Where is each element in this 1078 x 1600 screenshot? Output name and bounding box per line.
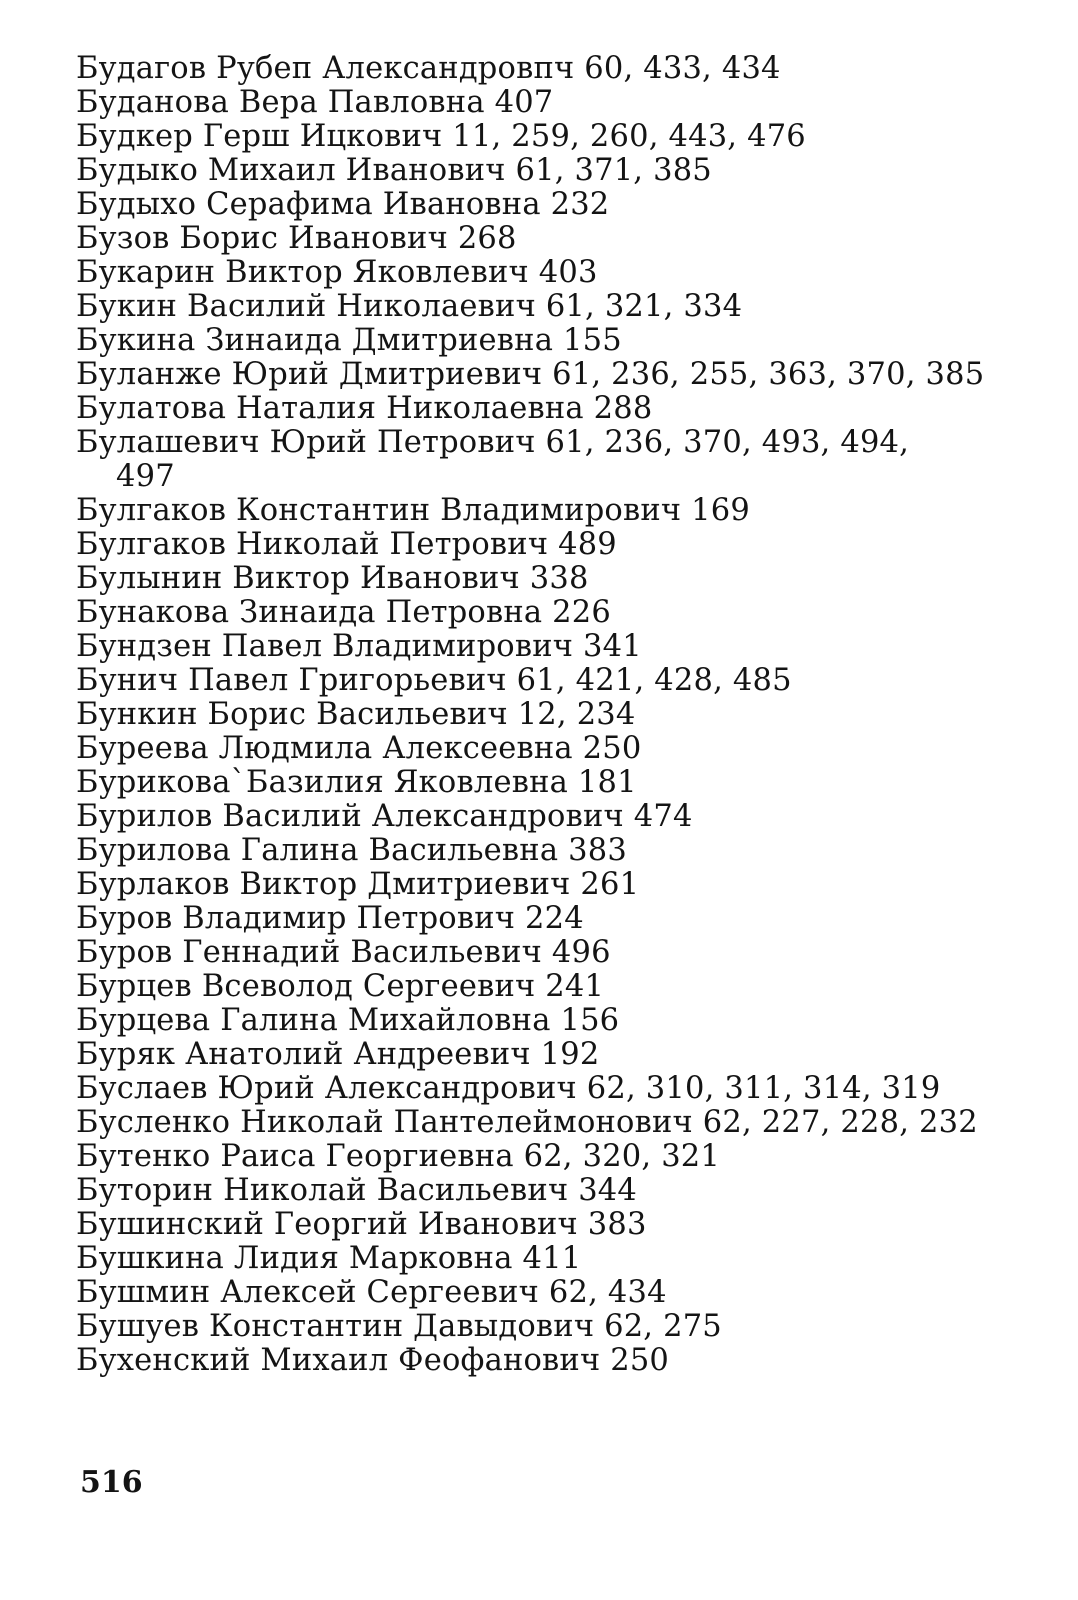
index-entry: Бункин Борис Васильевич 12, 234 [76, 697, 636, 732]
index-entry: Бундзен Павел Владимирович 341 [76, 629, 642, 664]
index-entry: Букин Василий Николаевич 61, 321, 334 [76, 289, 743, 324]
index-entry: Будагов Рубеп Александровпч 60, 433, 434 [76, 51, 781, 86]
index-entry: Бурцев Всеволод Сергеевич 241 [76, 969, 605, 1004]
index-entry: Бунакова Зинаида Петровна 226 [76, 595, 611, 630]
index-entry: Бушмин Алексей Сергеевич 62, 434 [76, 1275, 667, 1310]
index-entry: Буданова Вера Павловна 407 [76, 85, 554, 120]
index-entry: Буторин Николай Васильевич 344 [76, 1173, 638, 1208]
index-entry: Будыхо Серафима Ивановна 232 [76, 187, 610, 222]
index-entry: Буслаев Юрий Александрович 62, 310, 311, 314, 319 [76, 1071, 941, 1106]
index-entry: Буреева Людмила Алексеевна 250 [76, 731, 642, 766]
index-entry: Бухенский Михаил Феофанович 250 [76, 1343, 670, 1378]
index-entry: Букарин Виктор Яковлевич 403 [76, 255, 598, 290]
index-entry: Бушинский Георгий Иванович 383 [76, 1207, 647, 1242]
index-entry-text: Булашевич Юрий Петрович 61, 236, 370, 493, 494, [76, 425, 910, 460]
index-entry: Булгаков Константин Владимирович 169 [76, 493, 750, 528]
index-entry: Буряк Анатолий Андреевич 192 [76, 1037, 600, 1072]
index-entry: Бурикова`Базилия Яковлевна 181 [76, 765, 637, 800]
index-entry: Букина Зинаида Дмитриевна 155 [76, 323, 622, 358]
index-entry: Будкер Герш Ицкович 11, 259, 260, 443, 476 [76, 119, 806, 154]
index-entry: Булгаков Николай Петрович 489 [76, 527, 617, 562]
index-entry: Бушкина Лидия Марковна 411 [76, 1241, 582, 1276]
index-entry: Бунич Павел Григорьевич 61, 421, 428, 485 [76, 663, 792, 698]
index-entry-continuation: 497 [116, 459, 175, 494]
index-entry: Булынин Виктор Иванович 338 [76, 561, 589, 596]
index-entry: Булатова Наталия Николаевна 288 [76, 391, 653, 426]
index-entry: Буров Геннадий Васильевич 496 [76, 935, 611, 970]
index-entry: Буланже Юрий Дмитриевич 61, 236, 255, 363, 370, 385 [76, 357, 985, 392]
index-entry: Бузов Борис Иванович 268 [76, 221, 517, 256]
name-index-list [76, 52, 1066, 1378]
index-entry: Буров Владимир Петрович 224 [76, 901, 584, 936]
index-entry-multiline [76, 426, 1066, 494]
page-number: 516 [80, 1465, 143, 1500]
index-entry: Бурилов Василий Александрович 474 [76, 799, 693, 834]
index-entry: Бурлаков Виктор Дмитриевич 261 [76, 867, 640, 902]
index-entry: Бутенко Раиса Георгиевна 62, 320, 321 [76, 1139, 721, 1174]
index-entry: Бурилова Галина Васильевна 383 [76, 833, 627, 868]
index-entry: Бурцева Галина Михайловна 156 [76, 1003, 620, 1038]
index-entry: Бусленко Николай Пантелеймонович 62, 227, 228, 232 [76, 1105, 978, 1140]
index-entry: Бушуев Константин Давыдович 62, 275 [76, 1309, 722, 1344]
index-entry: Будыко Михаил Иванович 61, 371, 385 [76, 153, 712, 188]
